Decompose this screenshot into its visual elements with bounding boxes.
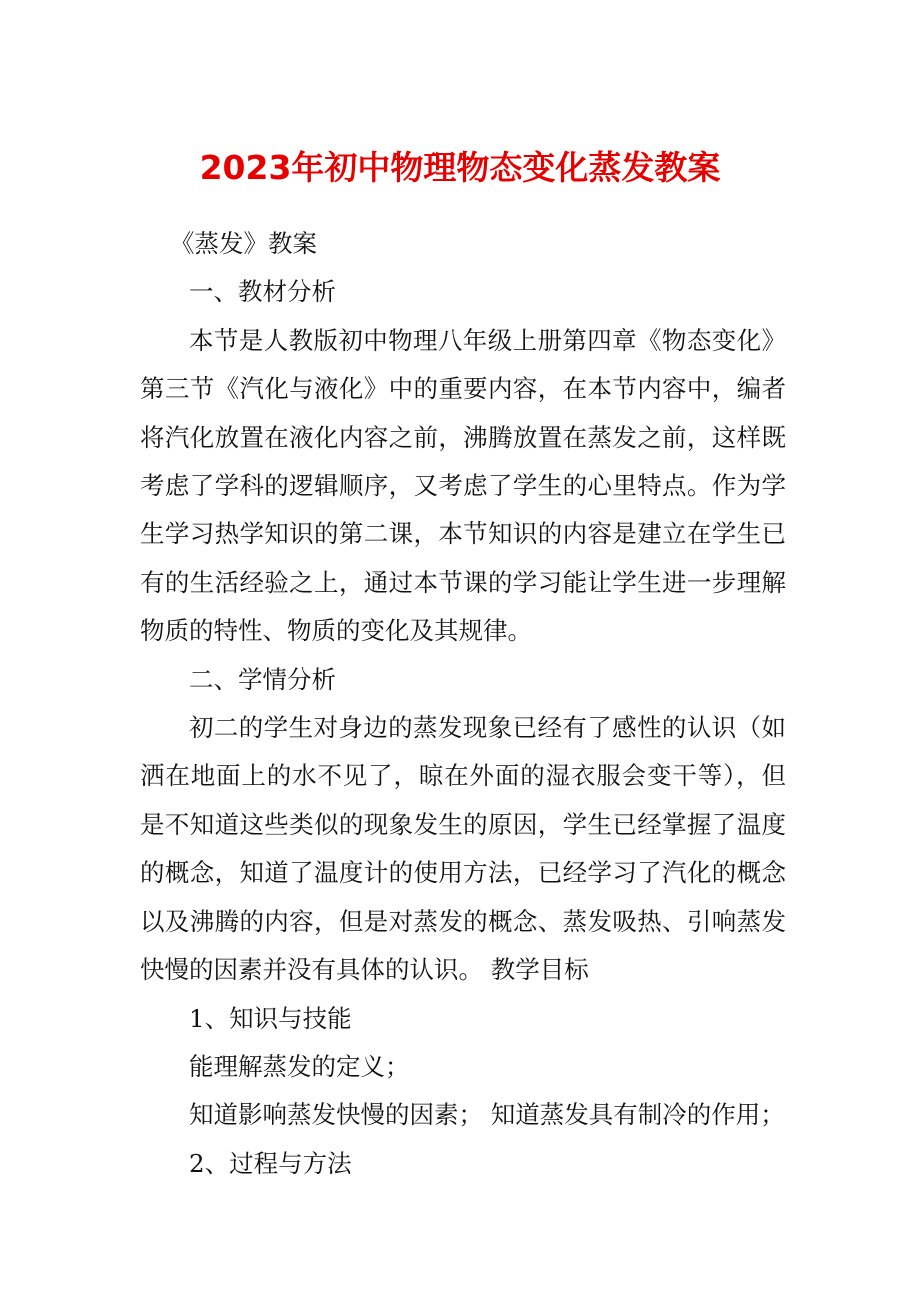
document-title: 2023年初中物理物态变化蒸发教案 [199,148,721,187]
section-heading-student-analysis: 二、学情分析 [189,664,336,694]
paragraph-student-analysis: 初二的学生对身边的蒸发现象已经有了感性的认识（如洒在地面上的水不见了，晾在外面的湿衣服会变干等），但是不知道这些类似的现象发生的原因，学生已经掌握了温度的概念，知道了温度计的使用方法，已经学习了汽化的概念以及沸腾的内容，但是对蒸发的概念、蒸发吸热、引响蒸发快慢的因素并没有具体的认识。 教学目标 [140,713,786,985]
paragraph-textbook-analysis: 本节是人教版初中物理八年级上册第四章《物态变化》第三节《汽化与液化》中的重要内容，在本节内容中，编者将汽化放置在液化内容之前，沸腾放置在蒸发之前，这样既考虑了学科的逻辑顺序，又考虑了学生的心里特点。作为学生学习热学知识的第二课，本节知识的内容是建立在学生已有的生活经验之上，通过本节课的学习能让学生进一步理解物质的特性、物质的变化及其规律。 [140,325,786,646]
document-body [140,220,786,1188]
paragraph-objective-factors: 知道影响蒸发快慢的因素； 知道蒸发具有制冷的作用； [189,1100,785,1130]
subsection-heading-process-methods: 2、过程与方法 [189,1148,352,1178]
section-heading-textbook-analysis: 一、教材分析 [189,277,336,307]
subsection-heading-knowledge-skills: 1、知识与技能 [189,1003,352,1033]
lesson-heading: 《蒸发》教案 [170,229,317,258]
paragraph-objective-definition: 能理解蒸发的定义； [189,1051,410,1081]
